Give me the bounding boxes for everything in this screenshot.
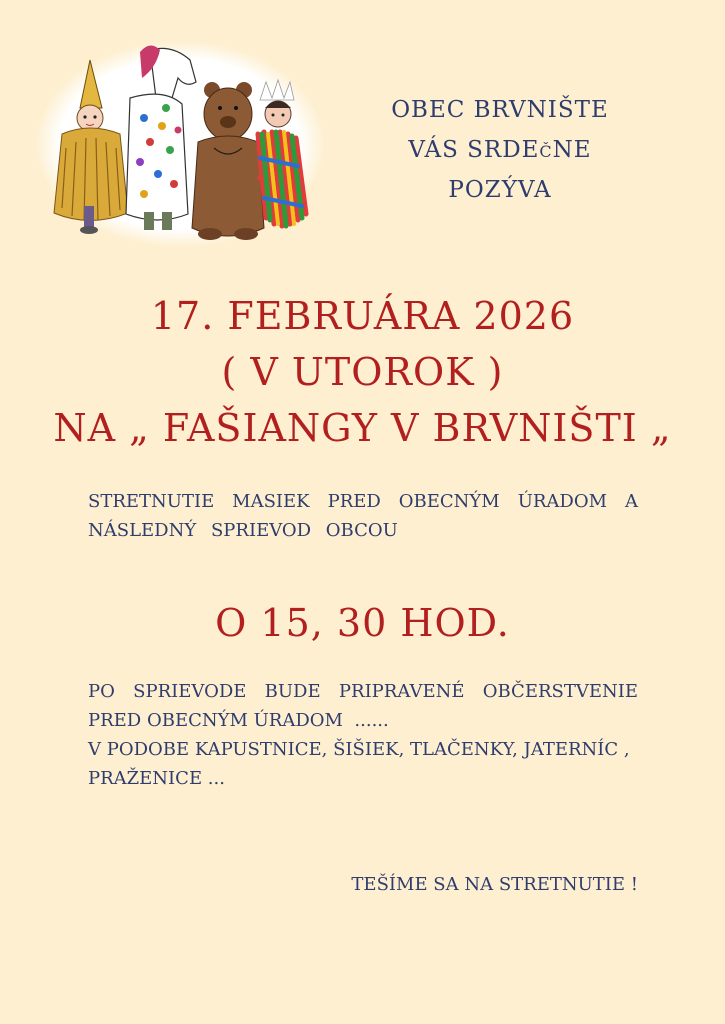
event-name: NA „ FAŠIANGY V BRVNIŠTI „ xyxy=(53,406,672,450)
invitation-header xyxy=(355,90,645,210)
invite-line-invites: POZÝVA xyxy=(448,177,552,203)
refreshment-line-4: PRAŽENICE ... xyxy=(88,768,225,789)
invite-line-greeting: VÁS SRDEčNE xyxy=(408,137,592,163)
carnival-masks-illustration xyxy=(32,38,328,250)
refreshment-line-3: V PODOBE KAPUSTNICE, ŠIŠIEK, TLAČENKY, JATERNÍC , xyxy=(88,739,630,760)
refreshment-line-2: PRED OBECNÝM ÚRADOM ...... xyxy=(88,710,389,731)
meeting-description: STRETNUTIE MASIEK PRED OBECNÝM ÚRADOM A NÁSLEDNÝ SPRIEVOD OBCOU xyxy=(88,491,638,541)
event-headline xyxy=(40,288,685,456)
closing-message: TEŠÍME SA NA STRETNUTIE ! xyxy=(351,874,638,895)
invite-line-village: OBEC BRVNIŠTE xyxy=(391,97,609,123)
event-weekday: ( V UTOROK ) xyxy=(221,350,504,394)
refreshment-description xyxy=(88,677,638,793)
event-time: O 15, 30 HOD. xyxy=(215,601,510,645)
event-date: 17. FEBRUÁRA 2026 xyxy=(150,294,575,338)
refreshment-line-1: PO SPRIEVODE BUDE PRIPRAVENÉ OBČERSTVENIE xyxy=(88,681,638,702)
